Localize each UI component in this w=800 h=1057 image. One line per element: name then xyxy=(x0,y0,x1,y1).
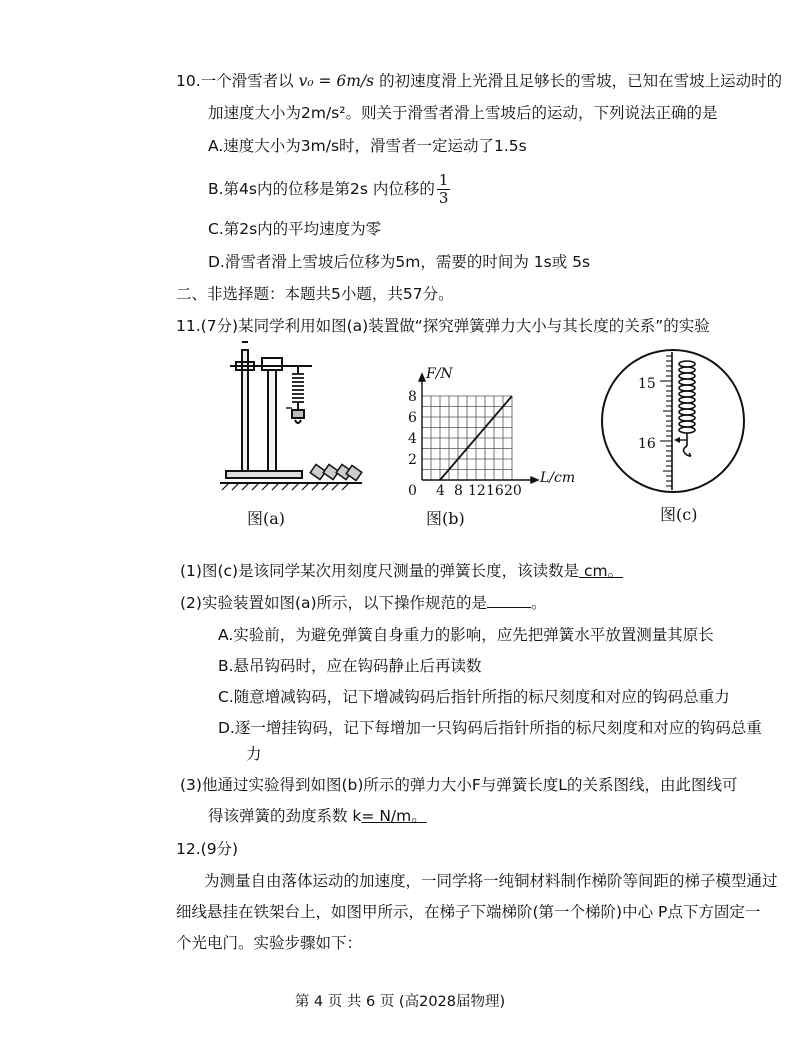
q10-fraction: $\frac{1}{3}$ xyxy=(438,171,449,207)
q10-line1: 10.一个滑雪者以 v₀ = 6m/s 的初速度滑上光滑且足够长的雪坡，已知在雪坡上运动时的 xyxy=(176,72,783,90)
x-tick-label: 0 xyxy=(408,483,417,499)
q11-option-d-cont: 力 xyxy=(246,745,262,763)
x-tick-label: 8 xyxy=(454,483,463,499)
figure-b-chart xyxy=(382,360,582,500)
q10-v0: v₀ = 6m/s xyxy=(298,72,375,90)
q10-option-d: D.滑雪者滑上雪坡后位移为5m，需要的时间为 1s或 5s xyxy=(208,253,591,271)
q11-option-b: B.悬吊钩码时，应在钩码静止后再读数 xyxy=(218,657,482,675)
q11-option-d: D.逐一增挂钩码，记下每增加一只钩码后指针所指的标尺刻度和对应的钩码总重 xyxy=(218,719,762,737)
x-tick-label: 4 xyxy=(436,483,445,499)
y-tick-label: 8 xyxy=(408,389,417,405)
page-footer: 第 4 页 共 6 页 (高2028届物理) xyxy=(294,994,506,1010)
q12-title: 12.(9分) xyxy=(176,840,239,858)
q10-option-c: C.第2s内的平均速度为零 xyxy=(208,220,382,238)
figure-a-caption: 图(a) xyxy=(247,509,286,528)
q11-sub3-line1: (3)他通过实验得到如图(b)所示的弹力大小F与弹簧长度L的关系图线，由此图线可 xyxy=(180,776,738,794)
q11-sub1-answer-blank: cm。 xyxy=(579,562,624,580)
q12-line3: 个光电门。实验步骤如下： xyxy=(176,934,363,952)
q12-line1: 为测量自由落体运动的加速度，一同学将一纯铜材料制作梯阶等间距的梯子模型通过 xyxy=(204,872,778,890)
y-tick-label: 6 xyxy=(408,410,417,426)
figure-c-scale xyxy=(598,346,748,496)
q11-sub2: (2)实验装置如图(a)所示，以下操作规范的是 。 xyxy=(180,594,547,612)
figure-a-apparatus xyxy=(212,340,372,500)
q10-option-b: B.第4s内的位移是第2s 内位移的 $\frac{1}{3}$ xyxy=(208,171,449,207)
y-tick-label: 2 xyxy=(408,452,417,468)
x-tick-label: 12 xyxy=(468,483,486,499)
scale-label-top: 15 xyxy=(638,376,656,392)
q11-option-c: C.随意增减钩码，记下增减钩码后指针所指的标尺刻度和对应的钩码总重力 xyxy=(218,688,730,706)
q10-option-a: A.速度大小为3m/s时，滑雪者一定运动了1.5s xyxy=(208,137,527,155)
q11-sub3-line2: 得该弹簧的劲度系数 k= N/m。 xyxy=(208,807,427,825)
y-tick-label: 4 xyxy=(408,431,417,447)
scale-label-bottom: 16 xyxy=(638,436,656,452)
x-axis-arrow xyxy=(531,477,538,483)
q11-sub2-answer-blank xyxy=(487,593,531,608)
q12-line2: 细线悬挂在铁架台上，如图甲所示，在梯子下端梯阶(第一个梯阶)中心 P点下方固定一 xyxy=(176,903,761,921)
q11-title: 11.(7分)某同学利用如图(a)装置做“探究弹簧弹力大小与其长度的关系”的实验 xyxy=(176,317,710,335)
figure-c-caption: 图(c) xyxy=(660,505,698,524)
x-tick-label: 16 xyxy=(486,483,504,499)
x-tick-label: 20 xyxy=(504,483,522,499)
y-axis-label: F/N xyxy=(426,366,453,382)
section-2-heading: 二、非选择题：本题共5小题，共57分。 xyxy=(176,285,454,303)
q11-sub3-answer-blank: = N/m。 xyxy=(361,807,427,825)
q11-option-a: A.实验前，为避免弹簧自身重力的影响，应先把弹簧水平放置测量其原长 xyxy=(218,626,714,644)
figure-b-caption: 图(b) xyxy=(426,509,465,528)
q10-line2: 加速度大小为2m/s²。则关于滑雪者滑上雪坡后的运动，下列说法正确的是 xyxy=(208,104,718,122)
y-axis-arrow xyxy=(419,374,425,381)
x-axis-label: L/cm xyxy=(540,470,576,486)
q11-sub1: (1)图(c)是该同学某次用刻度尺测量的弹簧长度，该读数是 cm。 xyxy=(180,562,624,580)
